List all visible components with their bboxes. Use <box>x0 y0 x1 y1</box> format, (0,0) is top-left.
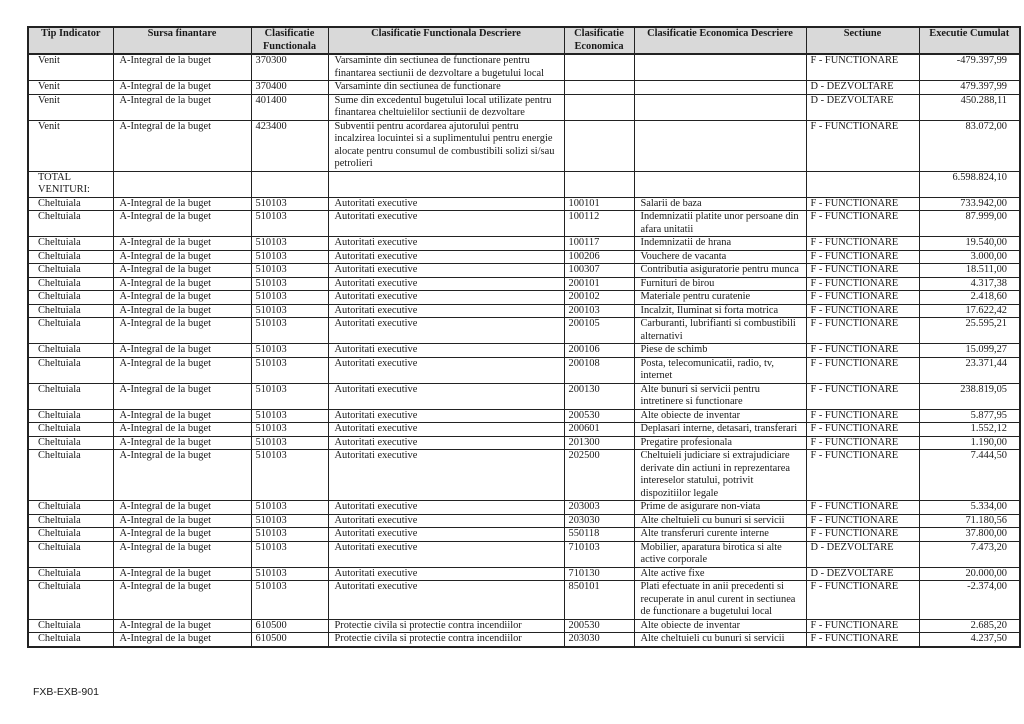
tip-indicator-cell: Cheltuiala <box>28 619 113 633</box>
header-executie-cumulat: Executie Cumulat <box>919 27 1020 54</box>
tip-indicator-cell: Cheltuiala <box>28 436 113 450</box>
sectiune-cell: F - FUNCTIONARE <box>806 619 919 633</box>
table-row <box>28 344 1020 358</box>
table-body <box>28 54 1020 647</box>
table-row <box>28 54 1020 81</box>
sursa-finantare-cell: A-Integral de la buget <box>113 383 251 409</box>
clasificatie-functionala-cell: 510103 <box>251 541 328 567</box>
clasificatie-functionala-cell: 510103 <box>251 291 328 305</box>
clasificatie-economica-descriere-cell: Deplasari interne, detasari, transferari <box>634 423 806 437</box>
clasificatie-economica-cell: 100112 <box>564 211 634 237</box>
table-row <box>28 237 1020 251</box>
executie-cumulat-cell: 5.334,00 <box>919 501 1020 515</box>
table-row <box>28 581 1020 620</box>
clasificatie-functionala-cell: 401400 <box>251 94 328 120</box>
sectiune-cell: F - FUNCTIONARE <box>806 304 919 318</box>
clasificatie-economica-cell <box>564 81 634 95</box>
executie-cumulat-cell: 2.685,20 <box>919 619 1020 633</box>
clasificatie-economica-descriere-cell: Contributia asiguratorie pentru munca <box>634 264 806 278</box>
executie-cumulat-cell: 7.473,20 <box>919 541 1020 567</box>
clasificatie-economica-descriere-cell <box>634 54 806 81</box>
sursa-finantare-cell: A-Integral de la buget <box>113 120 251 171</box>
executie-cumulat-cell: 479.397,99 <box>919 81 1020 95</box>
clasificatie-economica-descriere-cell <box>634 81 806 95</box>
clasificatie-functionala-descriere-cell: Autoritati executive <box>328 541 564 567</box>
clasificatie-functionala-descriere-cell: Autoritati executive <box>328 197 564 211</box>
executie-cumulat-cell: 19.540,00 <box>919 237 1020 251</box>
sectiune-cell: D - DEZVOLTARE <box>806 567 919 581</box>
tip-indicator-cell: Cheltuiala <box>28 250 113 264</box>
clasificatie-functionala-cell: 610500 <box>251 633 328 647</box>
clasificatie-functionala-cell: 423400 <box>251 120 328 171</box>
sectiune-cell: F - FUNCTIONARE <box>806 250 919 264</box>
report-page <box>27 26 1021 648</box>
clasificatie-economica-descriere-cell: Alte obiecte de inventar <box>634 619 806 633</box>
executie-cumulat-cell: 1.552,12 <box>919 423 1020 437</box>
tip-indicator-cell: Venit <box>28 120 113 171</box>
clasificatie-functionala-descriere-cell: Autoritati executive <box>328 383 564 409</box>
sursa-finantare-cell: A-Integral de la buget <box>113 264 251 278</box>
sursa-finantare-cell: A-Integral de la buget <box>113 423 251 437</box>
table-row <box>28 423 1020 437</box>
clasificatie-functionala-cell: 610500 <box>251 619 328 633</box>
clasificatie-functionala-cell: 510103 <box>251 357 328 383</box>
clasificatie-functionala-cell: 510103 <box>251 567 328 581</box>
sursa-finantare-cell: A-Integral de la buget <box>113 291 251 305</box>
executie-cumulat-cell: 733.942,00 <box>919 197 1020 211</box>
sectiune-cell: F - FUNCTIONARE <box>806 357 919 383</box>
sectiune-cell: F - FUNCTIONARE <box>806 318 919 344</box>
clasificatie-functionala-cell: 510103 <box>251 304 328 318</box>
table-row <box>28 120 1020 171</box>
sursa-finantare-cell: A-Integral de la buget <box>113 619 251 633</box>
header-clasificatie-economica-descriere: Clasificatie Economica Descriere <box>634 27 806 54</box>
clasificatie-functionala-descriere-cell: Autoritati executive <box>328 211 564 237</box>
clasificatie-functionala-descriere-cell: Autoritati executive <box>328 581 564 620</box>
sectiune-cell: F - FUNCTIONARE <box>806 344 919 358</box>
clasificatie-economica-descriere-cell: Alte cheltuieli cu bunuri si servicii <box>634 514 806 528</box>
header-clasificatie-functionala: Clasificatie Functionala <box>251 27 328 54</box>
executie-cumulat-cell: 20.000,00 <box>919 567 1020 581</box>
clasificatie-functionala-descriere-cell: Autoritati executive <box>328 567 564 581</box>
executie-cumulat-cell: 3.000,00 <box>919 250 1020 264</box>
sursa-finantare-cell: A-Integral de la buget <box>113 318 251 344</box>
clasificatie-economica-cell: 203030 <box>564 514 634 528</box>
table-row <box>28 409 1020 423</box>
clasificatie-economica-descriere-cell: Alte cheltuieli cu bunuri si servicii <box>634 633 806 647</box>
table-row <box>28 501 1020 515</box>
clasificatie-functionala-descriere-cell: Autoritati executive <box>328 291 564 305</box>
sectiune-cell: F - FUNCTIONARE <box>806 237 919 251</box>
sectiune-cell: F - FUNCTIONARE <box>806 501 919 515</box>
sursa-finantare-cell: A-Integral de la buget <box>113 54 251 81</box>
clasificatie-functionala-cell: 510103 <box>251 383 328 409</box>
clasificatie-economica-cell: 710130 <box>564 567 634 581</box>
table-row <box>28 250 1020 264</box>
clasificatie-functionala-descriere-cell: Autoritati executive <box>328 501 564 515</box>
tip-indicator-cell: Cheltuiala <box>28 383 113 409</box>
table-row <box>28 541 1020 567</box>
clasificatie-functionala-cell: 510103 <box>251 250 328 264</box>
tip-indicator-cell: Cheltuiala <box>28 633 113 647</box>
clasificatie-economica-cell: 203003 <box>564 501 634 515</box>
executie-cumulat-cell: 15.099,27 <box>919 344 1020 358</box>
clasificatie-economica-cell: 200108 <box>564 357 634 383</box>
clasificatie-economica-descriere-cell: Cheltuieli judiciare si extrajudiciare derivate din actiuni in reprezentarea intereselor statului, potrivit dispozitiilor legale <box>634 450 806 501</box>
clasificatie-functionala-descriere-cell: Autoritati executive <box>328 264 564 278</box>
clasificatie-functionala-cell: 510103 <box>251 197 328 211</box>
clasificatie-functionala-cell: 510103 <box>251 450 328 501</box>
tip-indicator-cell: Cheltuiala <box>28 237 113 251</box>
clasificatie-functionala-cell: 510103 <box>251 264 328 278</box>
clasificatie-functionala-cell: 510103 <box>251 277 328 291</box>
clasificatie-economica-cell: 200130 <box>564 383 634 409</box>
sectiune-cell: F - FUNCTIONARE <box>806 450 919 501</box>
executie-cumulat-cell: 450.288,11 <box>919 94 1020 120</box>
sectiune-cell: F - FUNCTIONARE <box>806 277 919 291</box>
clasificatie-economica-descriere-cell: Alte obiecte de inventar <box>634 409 806 423</box>
sectiune-cell: F - FUNCTIONARE <box>806 197 919 211</box>
executie-cumulat-cell: 7.444,50 <box>919 450 1020 501</box>
sectiune-cell: F - FUNCTIONARE <box>806 409 919 423</box>
tip-indicator-cell: Cheltuiala <box>28 357 113 383</box>
table-row <box>28 383 1020 409</box>
sursa-finantare-cell: A-Integral de la buget <box>113 211 251 237</box>
sursa-finantare-cell: A-Integral de la buget <box>113 528 251 542</box>
clasificatie-economica-descriere-cell: Piese de schimb <box>634 344 806 358</box>
clasificatie-economica-descriere-cell: Salarii de baza <box>634 197 806 211</box>
tip-indicator-cell: Cheltuiala <box>28 450 113 501</box>
clasificatie-functionala-descriere-cell: Autoritati executive <box>328 423 564 437</box>
clasificatie-functionala-descriere-cell: Protectie civila si protectie contra incendiilor <box>328 633 564 647</box>
table-row <box>28 567 1020 581</box>
table-row <box>28 304 1020 318</box>
clasificatie-functionala-descriere-cell <box>328 171 564 197</box>
clasificatie-economica-cell <box>564 171 634 197</box>
clasificatie-functionala-descriere-cell: Autoritati executive <box>328 409 564 423</box>
clasificatie-functionala-cell: 510103 <box>251 237 328 251</box>
clasificatie-functionala-descriere-cell: Autoritati executive <box>328 514 564 528</box>
header-clasificatie-economica: Clasificatie Economica <box>564 27 634 54</box>
table-row <box>28 291 1020 305</box>
tip-indicator-cell: Cheltuiala <box>28 567 113 581</box>
sectiune-cell: D - DEZVOLTARE <box>806 94 919 120</box>
tip-indicator-cell: Cheltuiala <box>28 304 113 318</box>
clasificatie-economica-cell: 200105 <box>564 318 634 344</box>
tip-indicator-cell: Cheltuiala <box>28 264 113 278</box>
tip-indicator-cell: Cheltuiala <box>28 581 113 620</box>
clasificatie-economica-cell: 100307 <box>564 264 634 278</box>
sursa-finantare-cell: A-Integral de la buget <box>113 197 251 211</box>
tip-indicator-cell: Cheltuiala <box>28 211 113 237</box>
table-row <box>28 94 1020 120</box>
clasificatie-functionala-cell: 510103 <box>251 409 328 423</box>
executie-cumulat-cell: 4.237,50 <box>919 633 1020 647</box>
clasificatie-economica-cell: 100117 <box>564 237 634 251</box>
sectiune-cell: F - FUNCTIONARE <box>806 54 919 81</box>
clasificatie-functionala-descriere-cell: Protectie civila si protectie contra incendiilor <box>328 619 564 633</box>
clasificatie-economica-cell: 100101 <box>564 197 634 211</box>
sursa-finantare-cell: A-Integral de la buget <box>113 581 251 620</box>
table-row <box>28 436 1020 450</box>
clasificatie-functionala-descriere-cell: Autoritati executive <box>328 304 564 318</box>
sursa-finantare-cell: A-Integral de la buget <box>113 567 251 581</box>
table-row <box>28 619 1020 633</box>
clasificatie-economica-cell: 200103 <box>564 304 634 318</box>
clasificatie-economica-descriere-cell: Posta, telecomunicatii, radio, tv, internet <box>634 357 806 383</box>
clasificatie-functionala-descriere-cell: Autoritati executive <box>328 318 564 344</box>
table-row <box>28 277 1020 291</box>
sursa-finantare-cell: A-Integral de la buget <box>113 81 251 95</box>
sectiune-cell: F - FUNCTIONARE <box>806 264 919 278</box>
sectiune-cell: F - FUNCTIONARE <box>806 514 919 528</box>
clasificatie-functionala-descriere-cell: Varsaminte din sectiunea de functionare pentru finantarea sectiunii de dezvoltare a bugetului local <box>328 54 564 81</box>
sursa-finantare-cell: A-Integral de la buget <box>113 344 251 358</box>
clasificatie-functionala-descriere-cell: Sume din excedentul bugetului local utilizate pentru finantarea cheltuielilor sectiunii de dezvoltare <box>328 94 564 120</box>
clasificatie-functionala-cell: 510103 <box>251 318 328 344</box>
clasificatie-functionala-descriere-cell: Autoritati executive <box>328 237 564 251</box>
sectiune-cell: F - FUNCTIONARE <box>806 423 919 437</box>
sectiune-cell: D - DEZVOLTARE <box>806 541 919 567</box>
table-row <box>28 633 1020 647</box>
clasificatie-economica-cell <box>564 120 634 171</box>
clasificatie-economica-cell: 850101 <box>564 581 634 620</box>
tip-indicator-cell: TOTAL VENITURI: <box>28 171 113 197</box>
sectiune-cell: F - FUNCTIONARE <box>806 633 919 647</box>
clasificatie-functionala-cell: 510103 <box>251 501 328 515</box>
clasificatie-functionala-descriere-cell: Autoritati executive <box>328 436 564 450</box>
table-row <box>28 450 1020 501</box>
clasificatie-functionala-cell: 510103 <box>251 423 328 437</box>
executie-cumulat-cell: 25.595,21 <box>919 318 1020 344</box>
sectiune-cell <box>806 171 919 197</box>
clasificatie-functionala-cell: 510103 <box>251 436 328 450</box>
tip-indicator-cell: Venit <box>28 54 113 81</box>
tip-indicator-cell: Cheltuiala <box>28 277 113 291</box>
executie-cumulat-cell: 87.999,00 <box>919 211 1020 237</box>
table-row <box>28 318 1020 344</box>
document-code: FXB-EXB-901 <box>33 686 99 698</box>
tip-indicator-cell: Cheltuiala <box>28 409 113 423</box>
executie-cumulat-cell: 18.511,00 <box>919 264 1020 278</box>
tip-indicator-cell: Cheltuiala <box>28 514 113 528</box>
executie-cumulat-cell: -2.374,00 <box>919 581 1020 620</box>
clasificatie-functionala-cell <box>251 171 328 197</box>
clasificatie-functionala-descriere-cell: Autoritati executive <box>328 528 564 542</box>
clasificatie-functionala-cell: 370400 <box>251 81 328 95</box>
sursa-finantare-cell: A-Integral de la buget <box>113 501 251 515</box>
clasificatie-economica-descriere-cell: Plati efectuate in anii precedenti si recuperate in anul curent in sectiunea de functionare a bugetului local <box>634 581 806 620</box>
header-tip-indicator: Tip Indicator <box>28 27 113 54</box>
sursa-finantare-cell: A-Integral de la buget <box>113 633 251 647</box>
clasificatie-functionala-descriere-cell: Autoritati executive <box>328 277 564 291</box>
sursa-finantare-cell: A-Integral de la buget <box>113 277 251 291</box>
executie-cumulat-cell: 4.317,38 <box>919 277 1020 291</box>
tip-indicator-cell: Cheltuiala <box>28 541 113 567</box>
executie-cumulat-cell: 238.819,05 <box>919 383 1020 409</box>
sursa-finantare-cell: A-Integral de la buget <box>113 514 251 528</box>
clasificatie-economica-cell: 200530 <box>564 619 634 633</box>
sursa-finantare-cell: A-Integral de la buget <box>113 237 251 251</box>
sectiune-cell: F - FUNCTIONARE <box>806 211 919 237</box>
sursa-finantare-cell: A-Integral de la buget <box>113 357 251 383</box>
clasificatie-economica-descriere-cell: Alte bunuri si servicii pentru intretinere si functionare <box>634 383 806 409</box>
table-row <box>28 528 1020 542</box>
executie-cumulat-cell: -479.397,99 <box>919 54 1020 81</box>
table-header-row <box>28 27 1020 54</box>
clasificatie-economica-descriere-cell: Indemnizatii de hrana <box>634 237 806 251</box>
header-sursa-finantare: Sursa finantare <box>113 27 251 54</box>
clasificatie-economica-descriere-cell: Vouchere de vacanta <box>634 250 806 264</box>
total-row <box>28 171 1020 197</box>
tip-indicator-cell: Cheltuiala <box>28 318 113 344</box>
sursa-finantare-cell: A-Integral de la buget <box>113 94 251 120</box>
executie-cumulat-cell: 6.598.824,10 <box>919 171 1020 197</box>
table-row <box>28 357 1020 383</box>
clasificatie-functionala-cell: 370300 <box>251 54 328 81</box>
clasificatie-economica-descriere-cell: Alte transferuri curente interne <box>634 528 806 542</box>
tip-indicator-cell: Venit <box>28 81 113 95</box>
sectiune-cell: F - FUNCTIONARE <box>806 528 919 542</box>
clasificatie-economica-cell: 200102 <box>564 291 634 305</box>
tip-indicator-cell: Cheltuiala <box>28 291 113 305</box>
clasificatie-economica-descriere-cell: Furnituri de birou <box>634 277 806 291</box>
budget-execution-table <box>27 26 1021 648</box>
clasificatie-functionala-cell: 510103 <box>251 581 328 620</box>
sectiune-cell: F - FUNCTIONARE <box>806 291 919 305</box>
executie-cumulat-cell: 1.190,00 <box>919 436 1020 450</box>
executie-cumulat-cell: 23.371,44 <box>919 357 1020 383</box>
sursa-finantare-cell: A-Integral de la buget <box>113 541 251 567</box>
tip-indicator-cell: Cheltuiala <box>28 344 113 358</box>
tip-indicator-cell: Cheltuiala <box>28 528 113 542</box>
sectiune-cell: D - DEZVOLTARE <box>806 81 919 95</box>
clasificatie-economica-cell: 200601 <box>564 423 634 437</box>
executie-cumulat-cell: 37.800,00 <box>919 528 1020 542</box>
header-sectiune: Sectiune <box>806 27 919 54</box>
clasificatie-economica-descriere-cell: Pregatire profesionala <box>634 436 806 450</box>
clasificatie-economica-cell: 550118 <box>564 528 634 542</box>
clasificatie-economica-descriere-cell: Carburanti, lubrifianti si combustibili alternativi <box>634 318 806 344</box>
clasificatie-economica-descriere-cell <box>634 94 806 120</box>
executie-cumulat-cell: 5.877,95 <box>919 409 1020 423</box>
table-row <box>28 211 1020 237</box>
executie-cumulat-cell: 83.072,00 <box>919 120 1020 171</box>
table-row <box>28 197 1020 211</box>
clasificatie-economica-cell: 200106 <box>564 344 634 358</box>
clasificatie-functionala-descriere-cell: Autoritati executive <box>328 250 564 264</box>
tip-indicator-cell: Cheltuiala <box>28 501 113 515</box>
tip-indicator-cell: Cheltuiala <box>28 423 113 437</box>
executie-cumulat-cell: 2.418,60 <box>919 291 1020 305</box>
sursa-finantare-cell: A-Integral de la buget <box>113 436 251 450</box>
clasificatie-functionala-descriere-cell: Autoritati executive <box>328 357 564 383</box>
clasificatie-economica-descriere-cell <box>634 120 806 171</box>
tip-indicator-cell: Cheltuiala <box>28 197 113 211</box>
table-row <box>28 514 1020 528</box>
sursa-finantare-cell: A-Integral de la buget <box>113 450 251 501</box>
clasificatie-functionala-cell: 510103 <box>251 528 328 542</box>
clasificatie-economica-descriere-cell: Alte active fixe <box>634 567 806 581</box>
sursa-finantare-cell: A-Integral de la buget <box>113 304 251 318</box>
table-row <box>28 264 1020 278</box>
clasificatie-functionala-descriere-cell: Autoritati executive <box>328 450 564 501</box>
clasificatie-economica-cell: 203030 <box>564 633 634 647</box>
clasificatie-economica-cell: 201300 <box>564 436 634 450</box>
clasificatie-functionala-cell: 510103 <box>251 514 328 528</box>
header-clasificatie-functionala-descriere: Clasificatie Functionala Descriere <box>328 27 564 54</box>
clasificatie-economica-descriere-cell: Mobilier, aparatura birotica si alte active corporale <box>634 541 806 567</box>
clasificatie-functionala-cell: 510103 <box>251 344 328 358</box>
clasificatie-functionala-descriere-cell: Autoritati executive <box>328 344 564 358</box>
executie-cumulat-cell: 17.622,42 <box>919 304 1020 318</box>
clasificatie-economica-cell: 202500 <box>564 450 634 501</box>
clasificatie-economica-cell: 100206 <box>564 250 634 264</box>
clasificatie-economica-descriere-cell: Indemnizatii platite unor persoane din afara unitatii <box>634 211 806 237</box>
sectiune-cell: F - FUNCTIONARE <box>806 383 919 409</box>
clasificatie-economica-descriere-cell: Prime de asigurare non-viata <box>634 501 806 515</box>
clasificatie-functionala-cell: 510103 <box>251 211 328 237</box>
sursa-finantare-cell: A-Integral de la buget <box>113 409 251 423</box>
clasificatie-economica-descriere-cell <box>634 171 806 197</box>
clasificatie-economica-cell <box>564 94 634 120</box>
clasificatie-economica-cell <box>564 54 634 81</box>
executie-cumulat-cell: 71.180,56 <box>919 514 1020 528</box>
clasificatie-economica-cell: 200101 <box>564 277 634 291</box>
sectiune-cell: F - FUNCTIONARE <box>806 436 919 450</box>
sectiune-cell: F - FUNCTIONARE <box>806 120 919 171</box>
clasificatie-economica-cell: 710103 <box>564 541 634 567</box>
sectiune-cell: F - FUNCTIONARE <box>806 581 919 620</box>
sursa-finantare-cell <box>113 171 251 197</box>
clasificatie-functionala-descriere-cell: Subventii pentru acordarea ajutorului pentru incalzirea locuintei si a suplimentului pentru energie alocate pentru consumul de combustibili solizi si/sau petrolieri <box>328 120 564 171</box>
clasificatie-economica-cell: 200530 <box>564 409 634 423</box>
clasificatie-economica-descriere-cell: Incalzit, Iluminat si forta motrica <box>634 304 806 318</box>
table-row <box>28 81 1020 95</box>
sursa-finantare-cell: A-Integral de la buget <box>113 250 251 264</box>
tip-indicator-cell: Venit <box>28 94 113 120</box>
clasificatie-functionala-descriere-cell: Varsaminte din sectiunea de functionare <box>328 81 564 95</box>
clasificatie-economica-descriere-cell: Materiale pentru curatenie <box>634 291 806 305</box>
